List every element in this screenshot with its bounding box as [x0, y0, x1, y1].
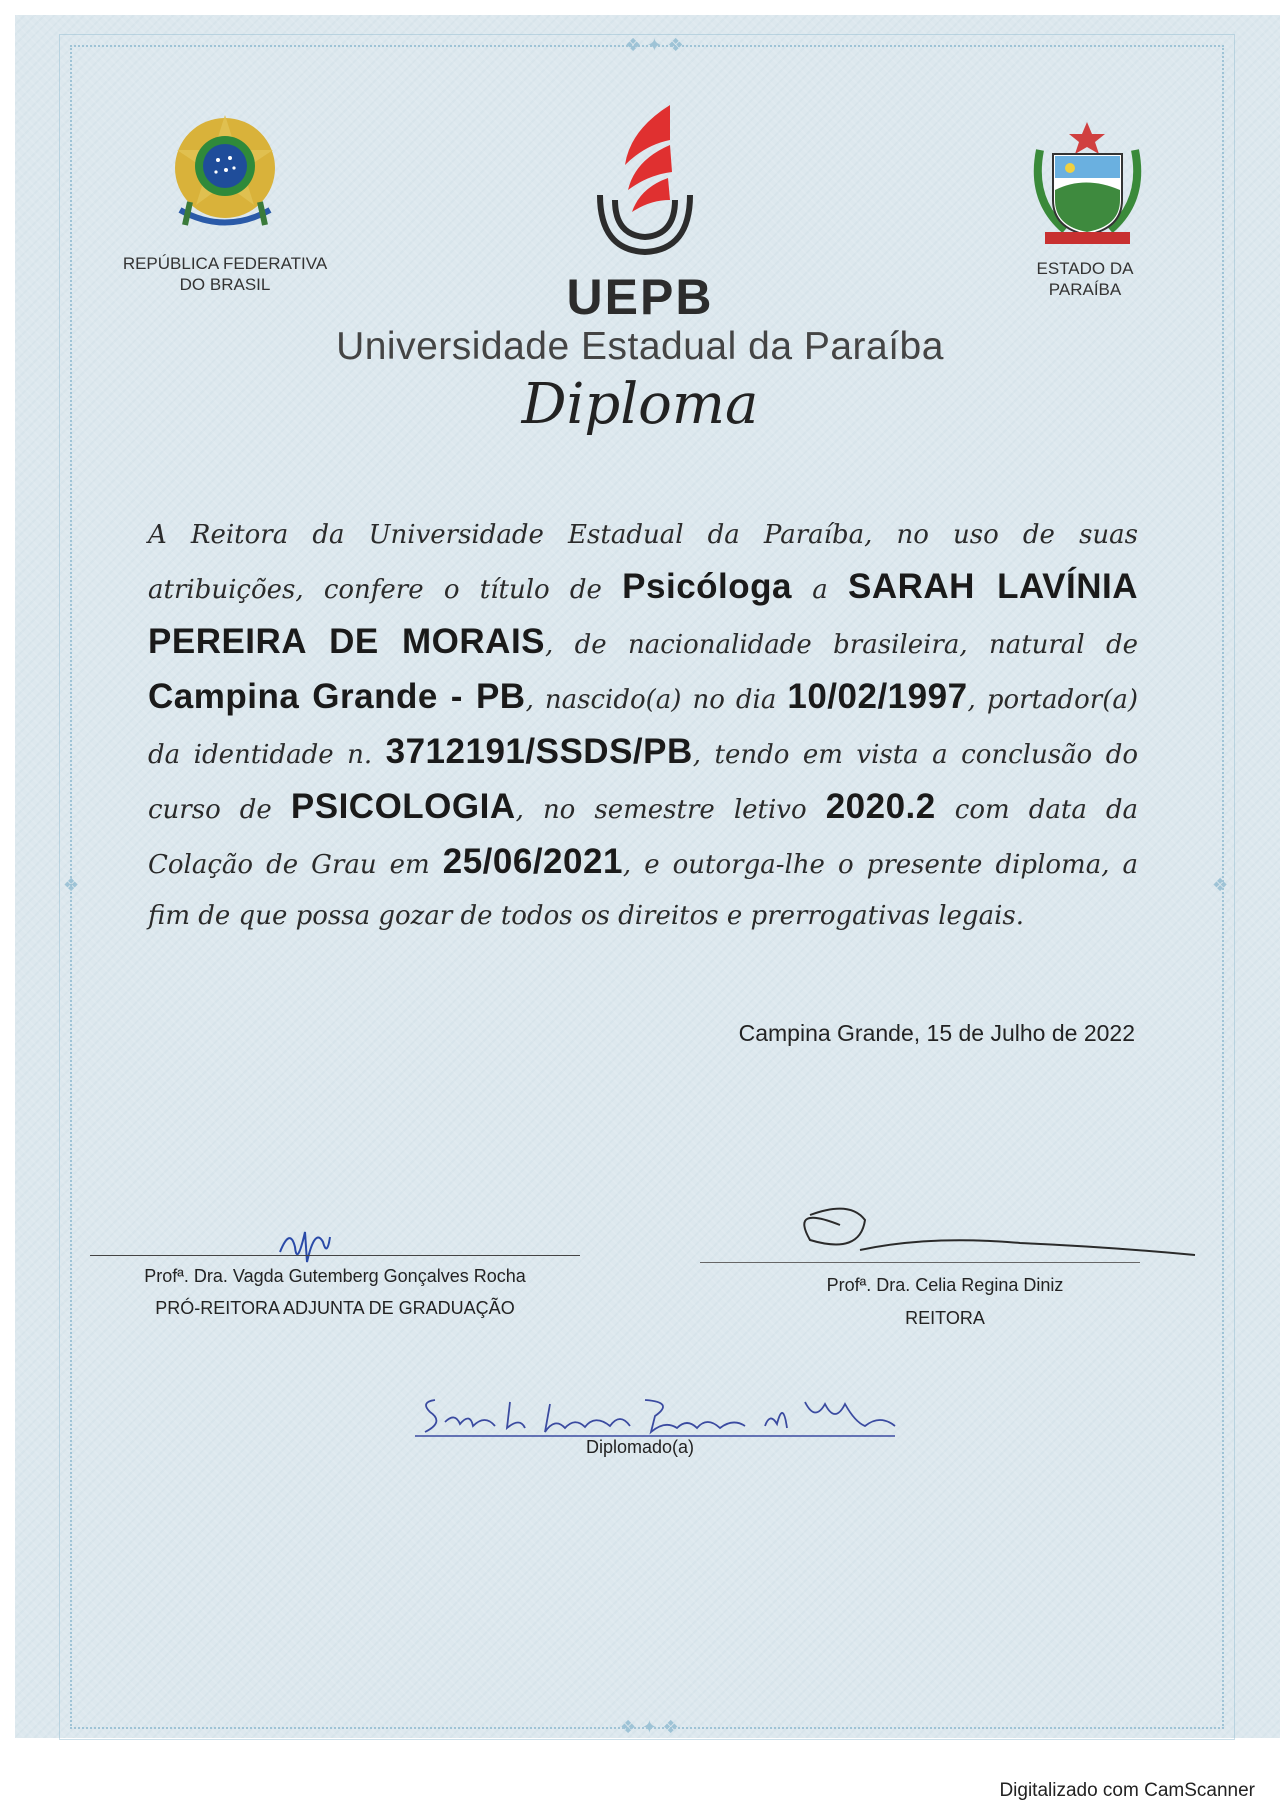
university-name: Universidade Estadual da Paraíba [336, 325, 944, 368]
graduate-role: Diplomado(a) [585, 1437, 695, 1457]
title-conferred: Psicóloga [622, 567, 792, 606]
right-crest-label: ESTADO DA PARAÍBA [1036, 259, 1134, 299]
id-number: 3712191/SSDS/PB [385, 732, 693, 771]
border-ornament: ❖ ✦ ❖ [620, 1717, 679, 1738]
body-text-segment: a [792, 575, 848, 605]
body-text-segment: , nascido(a) no dia [525, 685, 788, 715]
body-text-segment: , no semestre letivo [515, 795, 826, 825]
birth-date: 10/02/1997 [787, 677, 968, 716]
signature-line-left [90, 1255, 580, 1256]
body-text-segment: com data da Colação de Grau em [148, 795, 1139, 880]
signatory-role-left: PRÓ-REITORA ADJUNTA DE GRADUAÇÃO [155, 1298, 515, 1318]
body-text-segment: , de nacionalidade brasileira, natural de [545, 630, 1138, 660]
scanner-footer: Digitalizado com CamScanner [999, 1780, 1255, 1801]
diploma-body [148, 510, 1138, 942]
graduation-date: 25/06/2021 [442, 842, 623, 881]
graduate-name: SARAH LAVÍNIA PEREIRA DE MORAIS [148, 567, 1139, 661]
border-ornament: ❖ [1212, 875, 1229, 896]
semester: 2020.2 [825, 787, 936, 826]
handwritten-signature-left [275, 1222, 335, 1272]
body-text-segment: , portador(a) da identidade n. [148, 685, 1139, 770]
university-acronym: UEPB [566, 269, 714, 325]
document-title: Diploma [521, 372, 759, 437]
place-and-date: Campina Grande, 15 de Julho de 2022 [738, 1020, 1135, 1046]
body-text-segment: A Reitora da Universidade Estadual da Paraíba, no uso de suas atribuições, confere o título de [148, 520, 1138, 605]
birthplace: Campina Grande - PB [148, 677, 526, 716]
border-ornament: ❖ ✦ ❖ [625, 35, 684, 56]
signatory-role-right: REITORA [905, 1308, 985, 1328]
signatory-name-right: Profª. Dra. Celia Regina Diniz [826, 1275, 1064, 1295]
graduate-handwritten-signature [415, 1392, 905, 1442]
brazil-coat-of-arms-icon [160, 110, 290, 240]
uepb-flame-logo-icon [590, 100, 700, 260]
handwritten-signature-right [770, 1195, 1200, 1275]
border-ornament: ❖ [63, 875, 80, 896]
body-text-segment: , e outorga-lhe o presente diploma, a fim de que possa gozar de todos os direitos e prerrogativas legais. [148, 850, 1139, 931]
signature-line-right [700, 1262, 1140, 1263]
signatory-name-left: Profª. Dra. Vagda Gutemberg Gonçalves Rocha [144, 1266, 526, 1286]
body-text-segment: , tendo em vista a conclusão do curso de [148, 740, 1138, 825]
paraiba-coat-of-arms-icon [1025, 120, 1150, 250]
left-crest-label: REPÚBLICA FEDERATIVA DO BRASIL [122, 254, 328, 294]
course: PSICOLOGIA [290, 787, 516, 826]
